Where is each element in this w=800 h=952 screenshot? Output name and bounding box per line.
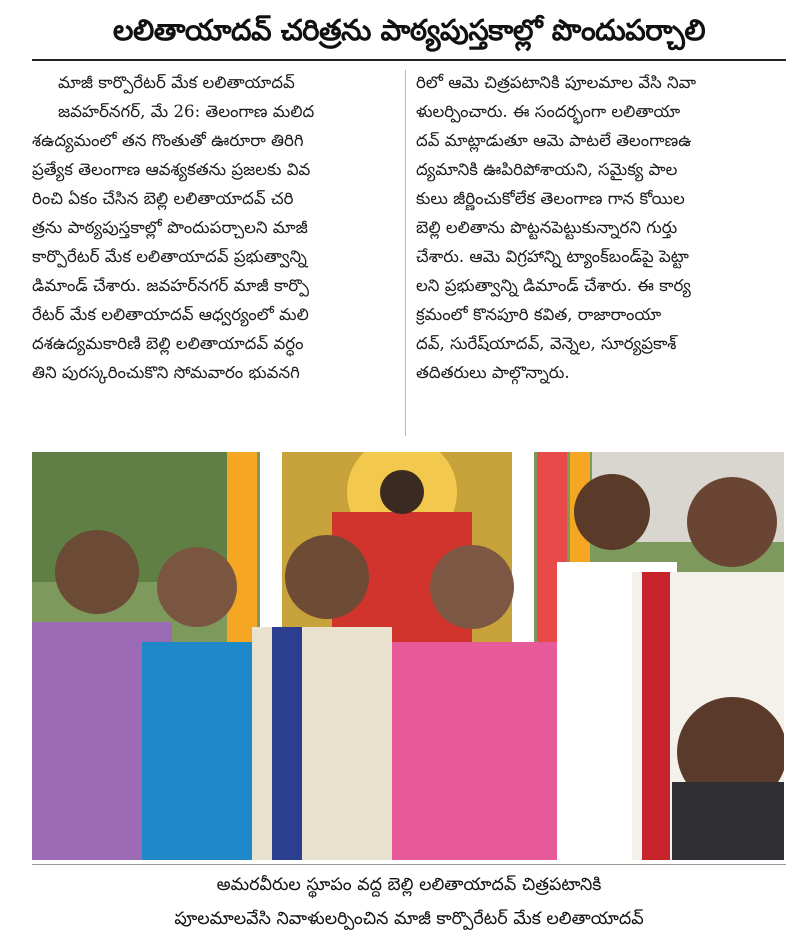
caption-rule <box>32 864 786 865</box>
body-line: ప్రత్యేక తెలంగాణ ఆవశ్యకతను ప్రజలకు వివ <box>32 160 311 179</box>
body-line: దవ్, సురేష్‌యాదవ్, వెన్నెల, సూర్యప్రకాశ్ <box>416 334 677 353</box>
body-line: దశఉద్యమకారిణి బెల్లి లలితాయాదవ్ వర్ధం <box>32 334 304 353</box>
byline: మాజీ కార్పొరేటర్ మేక లలితాయాదవ్ <box>58 73 295 92</box>
body-line: బెల్లి లలితాను పొట్టనపెట్టుకున్నారని గుర్తు <box>416 218 678 237</box>
body-line: త్రను పాఠ్యపుస్తకాల్లో పొందుపర్చాలని మాజీ <box>32 218 308 237</box>
headline: లలితాయాదవ్ చరిత్రను పాఠ్యపుస్తకాల్లో పొందుపర్చాలి <box>112 13 706 47</box>
article-left-column <box>32 68 397 438</box>
body-line: క్రమంలో కొనపూరి కవిత, రాజారాంయా <box>416 305 662 324</box>
body-line: రించి ఏకం చేసిన బెల్లి లలితాయాదవ్ చరి <box>32 189 294 208</box>
body-line: తిని పురస్కరించుకొని సోమవారం భువనగి <box>32 363 300 382</box>
photo-caption <box>32 868 786 938</box>
caption-line: పూలమాలవేసి నివాళులర్పించిన మాజీ కార్పొరేటర్ మేక లలితాయాదవ్ <box>174 909 644 929</box>
body-line: చేశారు. ఆమె విగ్రహాన్ని ట్యాంక్‌బండ్‌పై పెట్టా <box>416 247 689 266</box>
body-line: రిలో ఆమె చిత్రపటానికి పూలమాల వేసి నివా <box>416 73 697 92</box>
body-line: లని ప్రభుత్వాన్ని డిమాండ్ చేశారు. ఈ కార్య <box>416 276 691 295</box>
column-divider <box>405 70 406 436</box>
photo-illustration <box>32 452 784 860</box>
body-line: తదితరులు పాల్గొన్నారు. <box>416 363 570 382</box>
dateline: జవహర్‌నగర్, మే 26: తెలంగాణ మలిద <box>58 102 315 121</box>
body-line: రేటర్ మేక లలితాయాదవ్ ఆధ్వర్యంలో మలి <box>32 305 309 324</box>
body-line: దవ్ మాట్లాడుతూ ఆమె పాటలే తెలంగాణఉ <box>416 131 692 150</box>
caption-line: అమరవీరుల స్థూపం వద్ద బెల్లి లలితాయాదవ్ చిత్రపటానికి <box>216 875 602 895</box>
news-photo <box>32 452 784 860</box>
article-right-column <box>416 68 781 438</box>
body-line: ద్యమానికి ఊపిరిపోశాయని, సమైక్య పాల <box>416 160 678 179</box>
news-clipping <box>32 6 786 946</box>
body-line: శఉద్యమంలో తన గొంతుతో ఊరూరా తిరిగి <box>32 131 304 150</box>
body-line: కార్పొరేటర్ మేక లలితాయాదవ్ ప్రభుత్వాన్ని <box>32 247 307 266</box>
body-line: డిమాండ్ చేశారు. జవహర్‌నగర్ మాజీ కార్పొ <box>32 276 309 295</box>
body-line: ళులర్పించారు. ఈ సందర్భంగా లలితాయా <box>416 102 681 121</box>
body-line: కులు జీర్ణించుకోలేక తెలంగాణ గాన కోయిల <box>416 189 685 208</box>
headline-rule <box>32 59 786 61</box>
